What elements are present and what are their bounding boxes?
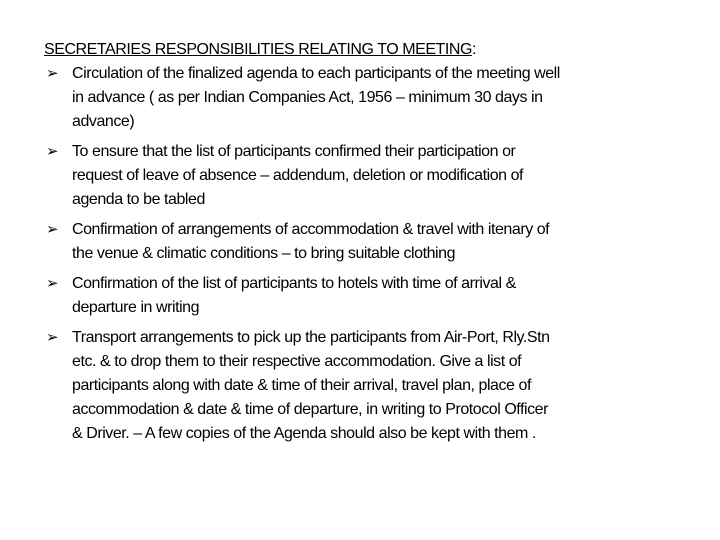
list-item-line: request of leave of absence – addendum, deletion or modification of bbox=[72, 167, 524, 184]
list-item bbox=[44, 326, 694, 446]
list-item-line: Circulation of the finalized agenda to each participants of the meeting well bbox=[72, 65, 560, 82]
arrow-bullet-icon: ➢ bbox=[46, 65, 59, 82]
slide-title bbox=[44, 38, 694, 62]
list-item bbox=[44, 140, 694, 212]
bullet-list bbox=[44, 62, 694, 446]
list-item-line: Confirmation of arrangements of accommodation & travel with itenary of bbox=[72, 221, 550, 238]
list-item-line: the venue & climatic conditions – to bring suitable clothing bbox=[72, 245, 456, 262]
list-item-line: etc. & to drop them to their respective accommodation. Give a list of bbox=[72, 353, 522, 370]
arrow-bullet-icon: ➢ bbox=[46, 221, 59, 238]
list-item-line: Transport arrangements to pick up the participants from Air-Port, Rly.Stn bbox=[72, 329, 550, 346]
title-text: SECRETARIES RESPONSIBILITIES RELATING TO MEETING bbox=[44, 41, 472, 58]
slide-content bbox=[44, 38, 694, 446]
list-item-line: departure in writing bbox=[72, 299, 200, 316]
arrow-bullet-icon: ➢ bbox=[46, 275, 59, 292]
list-item bbox=[44, 218, 694, 266]
list-item-line: To ensure that the list of participants confirmed their participation or bbox=[72, 143, 516, 160]
list-item-line: agenda to be tabled bbox=[72, 191, 205, 208]
list-item-line: & Driver. – A few copies of the Agenda should also be kept with them . bbox=[72, 425, 536, 442]
list-item-line: accommodation & date & time of departure, in writing to Protocol Officer bbox=[72, 401, 548, 418]
list-item bbox=[44, 62, 694, 134]
list-item-line: Confirmation of the list of participants to hotels with time of arrival & bbox=[72, 275, 516, 292]
list-item-line: advance) bbox=[72, 113, 135, 130]
list-item bbox=[44, 272, 694, 320]
title-colon: : bbox=[471, 41, 476, 58]
arrow-bullet-icon: ➢ bbox=[46, 143, 59, 160]
list-item-line: participants along with date & time of their arrival, travel plan, place of bbox=[72, 377, 531, 394]
list-item-line: in advance ( as per Indian Companies Act, 1956 – minimum 30 days in bbox=[72, 89, 543, 106]
arrow-bullet-icon: ➢ bbox=[46, 329, 59, 346]
